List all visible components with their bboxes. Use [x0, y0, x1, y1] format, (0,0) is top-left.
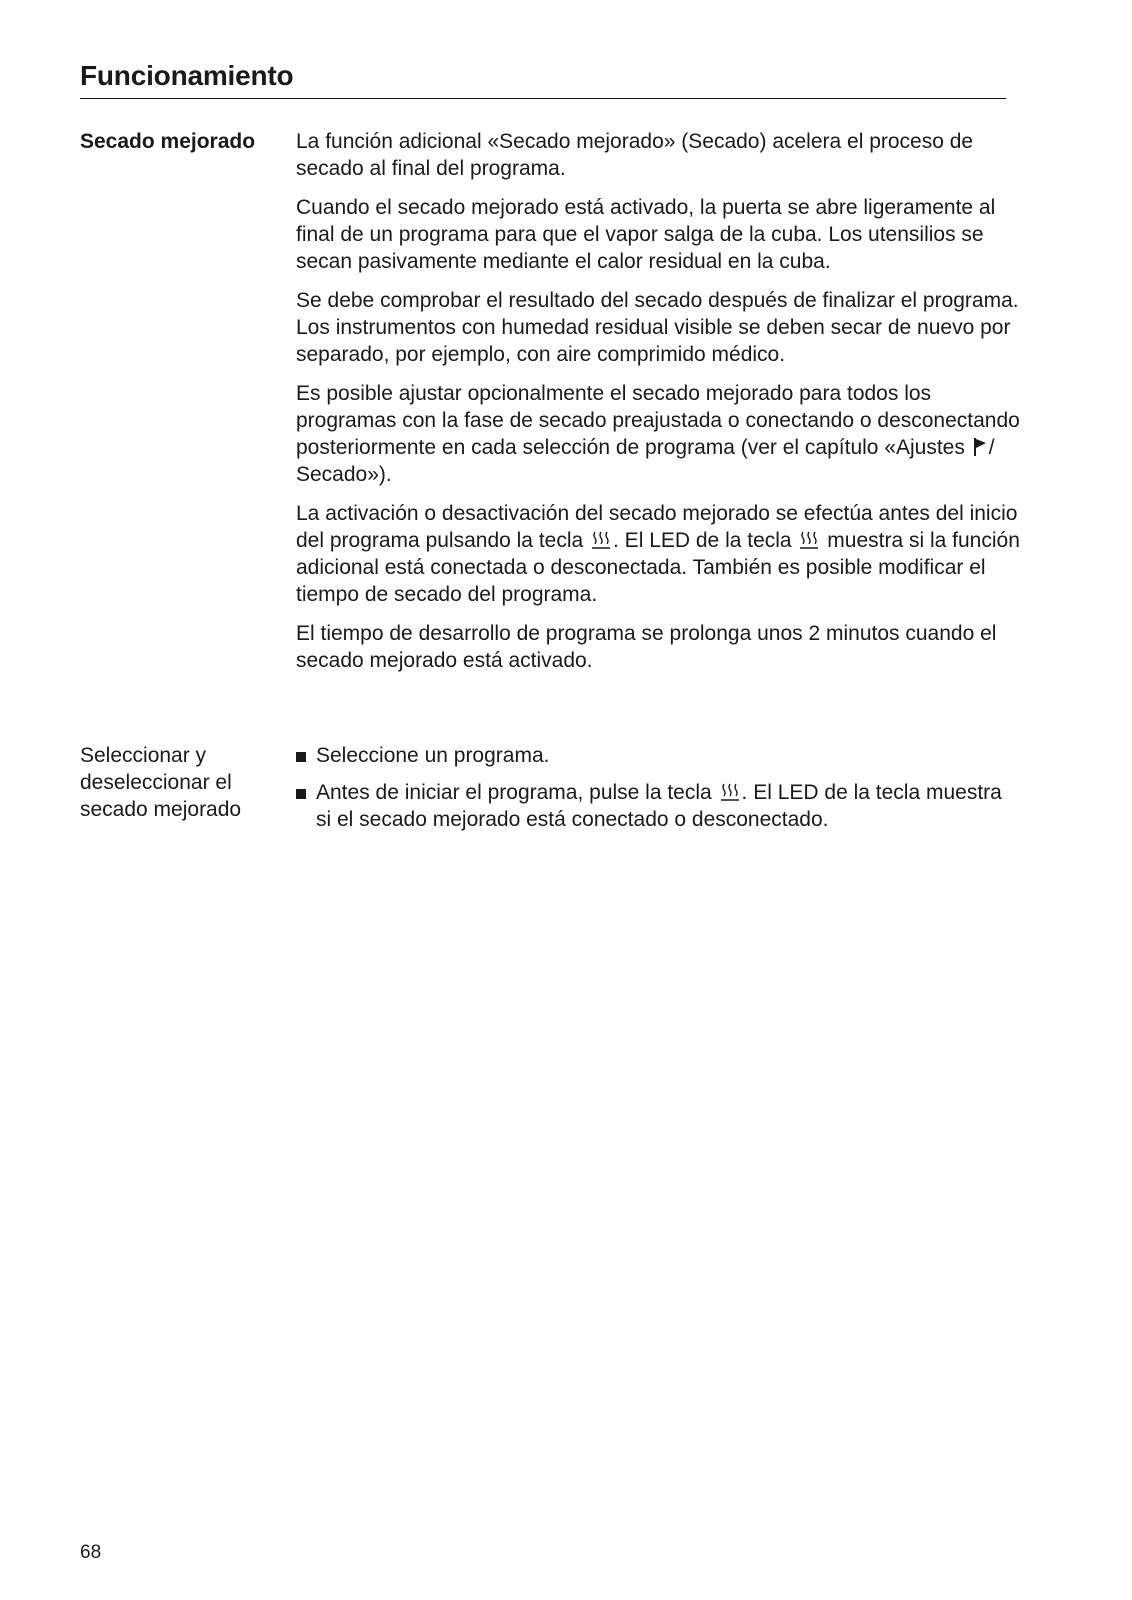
settings-flag-icon: [973, 437, 987, 457]
drying-heat-icon: [591, 530, 611, 550]
bullet-square-icon: [296, 789, 306, 799]
paragraph-text: / Secado»).: [296, 436, 995, 486]
drying-heat-icon: [720, 782, 740, 802]
page-title: Funcionamiento: [80, 60, 294, 91]
step-text: Seleccione un programa.: [316, 744, 550, 767]
section-body: [296, 742, 1020, 843]
section-label: Seleccionar y deseleccionar el secado mejorado: [80, 744, 242, 821]
page-number: 68: [80, 1542, 102, 1563]
paragraph-text: . El LED de la tecla: [613, 529, 798, 552]
paragraph: Se debe comprobar el resultado del secado después de finalizar el programa. Los instrumentos con humedad residual visible se deben secar de nuevo por separado, por ejemplo, con aire comprimido médico.: [296, 289, 1019, 366]
drying-heat-icon: [799, 530, 819, 550]
paragraph: El tiempo de desarrollo de programa se prolonga unos 2 minutos cuando el secado mejorado está activado.: [296, 622, 997, 672]
section-label: Secado mejorado: [80, 130, 256, 153]
step-item: [296, 742, 1020, 769]
page-header: [80, 60, 1006, 99]
paragraph-text: muestra si la función adicional está conectada o desconectada. También es posible modificar el tiempo de secado del programa.: [296, 529, 1020, 606]
step-text: Antes de iniciar el programa, pulse la tecla: [316, 781, 718, 804]
step-text: . El LED de la tecla muestra si el secado mejorado está conectado o desconectado.: [316, 781, 1002, 831]
paragraph: Cuando el secado mejorado está activado, la puerta se abre ligeramente al final de un programa para que el vapor salga de la cuba. Los utensilios se secan pasivamente mediante el calor residual en la cuba.: [296, 196, 996, 273]
bullet-square-icon: [296, 752, 306, 762]
paragraph: [296, 380, 1020, 488]
paragraph: La función adicional «Secado mejorado» (Secado) acelera el proceso de secado al final del programa.: [296, 130, 974, 180]
step-item: [296, 779, 1020, 833]
paragraph-text: La activación o desactivación del secado mejorado se efectúa antes del inicio del programa pulsando la tecla: [296, 502, 1018, 552]
paragraph-text: Es posible ajustar opcionalmente el secado mejorado para todos los programas con la fase de secado preajustada o conectando o desconectando posteriormente en cada selección de programa (ver el capítulo «Ajustes: [296, 382, 1020, 459]
section-body: [296, 128, 1020, 686]
paragraph: [296, 500, 1020, 608]
